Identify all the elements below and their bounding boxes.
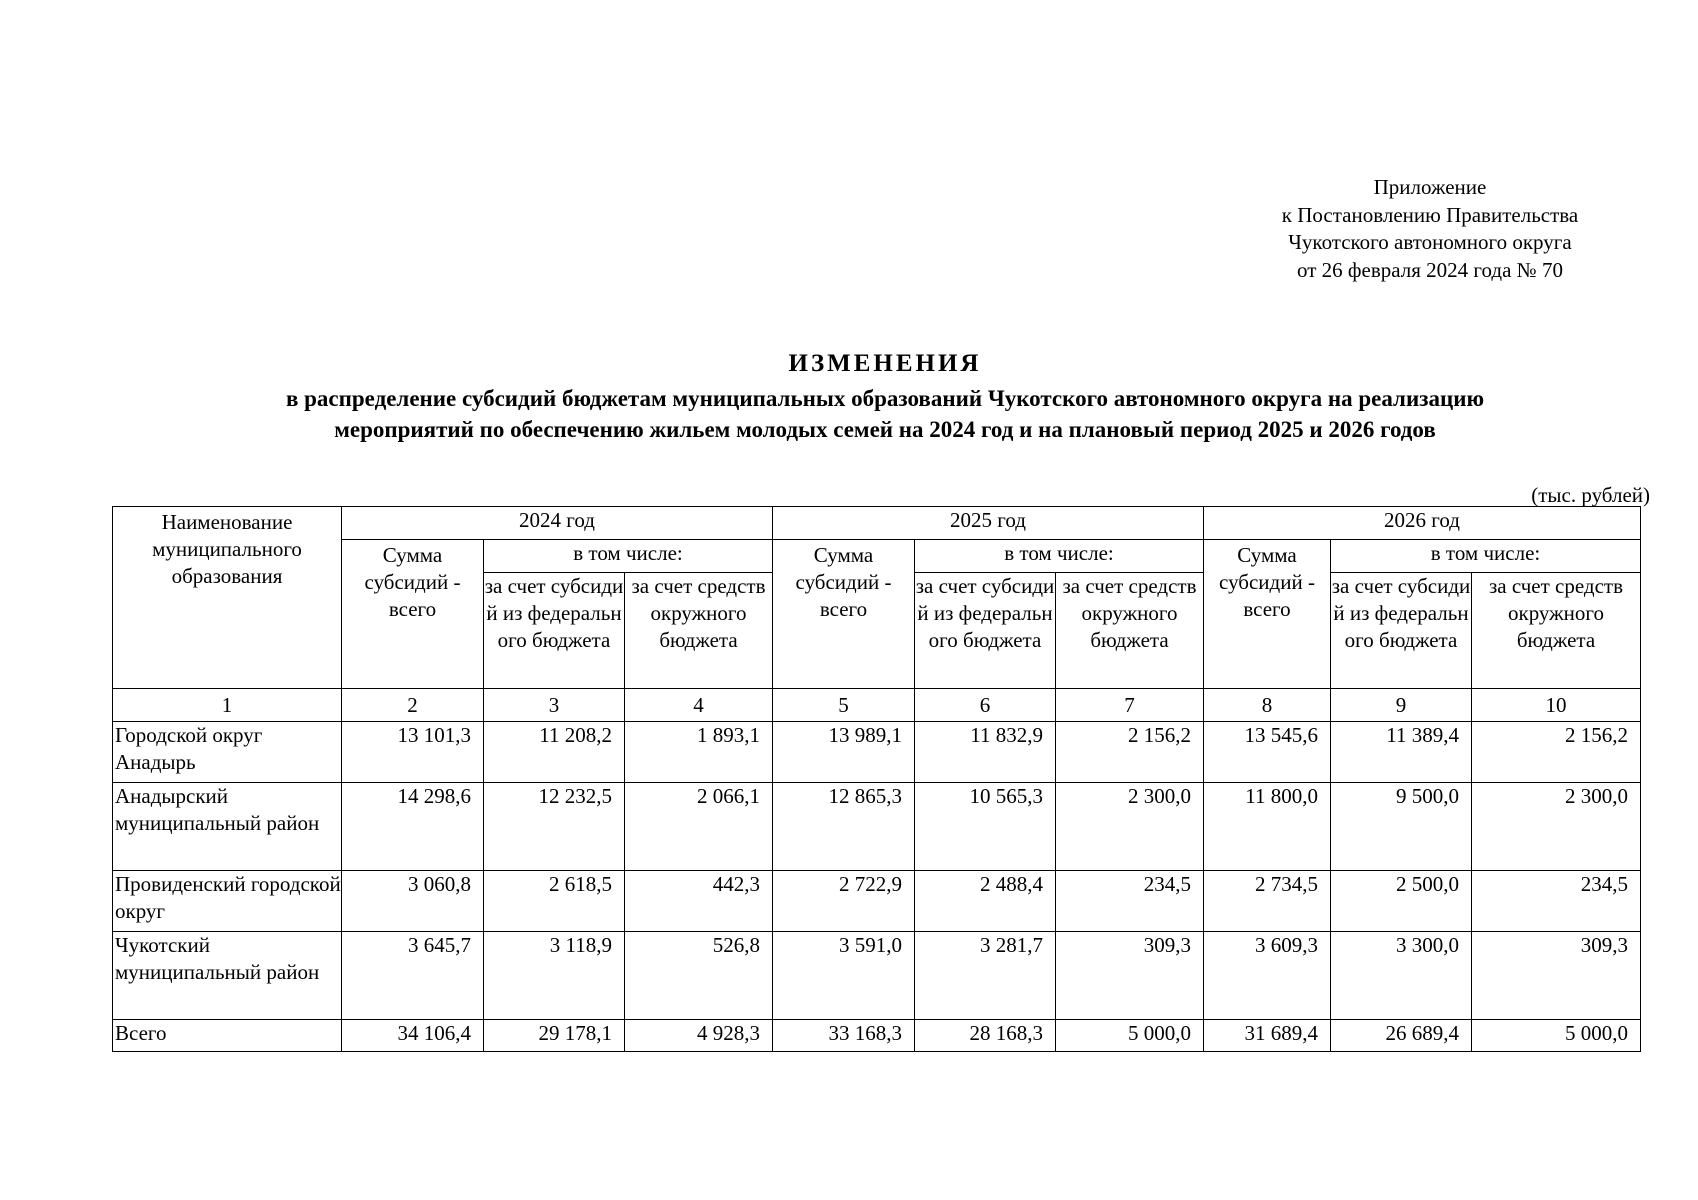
cell-value: 4 928,3 <box>625 1020 773 1052</box>
appendix-line: Приложение <box>1373 175 1487 199</box>
subsidy-table <box>112 506 1641 1052</box>
cell-value: 1 893,1 <box>625 722 773 783</box>
cell-value: 14 298,6 <box>342 783 484 871</box>
cell-value: 13 989,1 <box>773 722 915 783</box>
cell-value: 12 232,5 <box>484 783 625 871</box>
cell-value: 5 000,0 <box>1472 1020 1641 1052</box>
cell-value: 13 101,3 <box>342 722 484 783</box>
document-subtitle <box>120 383 1650 445</box>
appendix-line: к Постановлению Правительства <box>1281 202 1579 227</box>
cell-value: 2 618,5 <box>484 871 625 932</box>
table-row <box>113 722 1641 783</box>
cell-value: 2 722,9 <box>773 871 915 932</box>
appendix-block <box>1260 174 1600 284</box>
row-name: Городской округ Анадырь <box>113 722 342 783</box>
cell-value: 11 208,2 <box>484 722 625 783</box>
cell-value: 2 300,0 <box>1056 783 1204 871</box>
column-number: 3 <box>484 689 625 722</box>
header-incl: в том числе: <box>1331 540 1641 573</box>
header-incl: в том числе: <box>915 540 1204 573</box>
table-row <box>113 932 1641 1020</box>
cell-value: 29 178,1 <box>484 1020 625 1052</box>
row-name: Чукотский муниципальный район <box>113 932 342 1020</box>
cell-value: 12 865,3 <box>773 783 915 871</box>
column-number: 1 <box>113 689 342 722</box>
cell-value: 2 066,1 <box>625 783 773 871</box>
cell-value: 11 389,4 <box>1331 722 1472 783</box>
header-total: Сумма субсидий - всего <box>773 540 915 689</box>
row-name: Всего <box>113 1020 342 1052</box>
table-row <box>113 871 1641 932</box>
cell-value: 526,8 <box>625 932 773 1020</box>
cell-value: 234,5 <box>1056 871 1204 932</box>
cell-value: 2 488,4 <box>915 871 1056 932</box>
header-incl: в том числе: <box>484 540 773 573</box>
column-number: 9 <box>1331 689 1472 722</box>
cell-value: 26 689,4 <box>1331 1020 1472 1052</box>
cell-value: 3 645,7 <box>342 932 484 1020</box>
document-title: ИЗМЕНЕНИЯ <box>788 350 982 377</box>
column-number: 7 <box>1056 689 1204 722</box>
table-row-total <box>113 1020 1641 1052</box>
cell-value: 309,3 <box>1472 932 1641 1020</box>
header-regional: за счет средств окружного бюджета <box>625 573 773 689</box>
subtitle-line: в распределение субсидий бюджетам муниципальных образований Чукотского автономного округа на реализацию <box>285 386 1485 411</box>
header-federal: за счет субсидий из федерального бюджета <box>915 573 1056 689</box>
column-number: 6 <box>915 689 1056 722</box>
cell-value: 31 689,4 <box>1204 1020 1331 1052</box>
appendix-line: Чукотского автономного округа <box>1288 230 1572 254</box>
header-year-2026: 2026 год <box>1204 507 1641 540</box>
cell-value: 11 800,0 <box>1204 783 1331 871</box>
cell-value: 5 000,0 <box>1056 1020 1204 1052</box>
cell-value: 234,5 <box>1472 871 1641 932</box>
cell-value: 3 591,0 <box>773 932 915 1020</box>
cell-value: 2 734,5 <box>1204 871 1331 932</box>
column-number: 5 <box>773 689 915 722</box>
header-regional: за счет средств окружного бюджета <box>1472 573 1641 689</box>
header-name: Наименование муниципального образования <box>113 507 342 689</box>
cell-value: 10 565,3 <box>915 783 1056 871</box>
header-year-2024: 2024 год <box>342 507 773 540</box>
cell-value: 13 545,6 <box>1204 722 1331 783</box>
cell-value: 3 060,8 <box>342 871 484 932</box>
subtitle-line: мероприятий по обеспечению жильем молодых семей на 2024 год и на плановый период 2025 и 2026 годов <box>334 417 1436 442</box>
cell-value: 309,3 <box>1056 932 1204 1020</box>
header-federal: за счет субсидий из федерального бюджета <box>1331 573 1472 689</box>
cell-value: 3 609,3 <box>1204 932 1331 1020</box>
row-name: Анадырский муниципальный район <box>113 783 342 871</box>
column-number: 2 <box>342 689 484 722</box>
cell-value: 28 168,3 <box>915 1020 1056 1052</box>
cell-value: 2 300,0 <box>1472 783 1641 871</box>
cell-value: 3 300,0 <box>1331 932 1472 1020</box>
cell-value: 9 500,0 <box>1331 783 1472 871</box>
header-total: Сумма субсидий - всего <box>1204 540 1331 689</box>
cell-value: 33 168,3 <box>773 1020 915 1052</box>
cell-value: 3 118,9 <box>484 932 625 1020</box>
cell-value: 34 106,4 <box>342 1020 484 1052</box>
column-number: 4 <box>625 689 773 722</box>
cell-value: 2 156,2 <box>1472 722 1641 783</box>
column-number: 10 <box>1472 689 1641 722</box>
cell-value: 3 281,7 <box>915 932 1056 1020</box>
units-label: (тыс. рублей) <box>1531 483 1650 507</box>
cell-value: 2 500,0 <box>1331 871 1472 932</box>
header-year-2025: 2025 год <box>773 507 1204 540</box>
column-number: 8 <box>1204 689 1331 722</box>
cell-value: 442,3 <box>625 871 773 932</box>
appendix-line: от 26 февраля 2024 года № 70 <box>1297 257 1563 282</box>
table-row <box>113 783 1641 871</box>
header-total: Сумма субсидий - всего <box>342 540 484 689</box>
header-federal: за счет субсидий из федерального бюджета <box>484 573 625 689</box>
header-regional: за счет средств окружного бюджета <box>1056 573 1204 689</box>
cell-value: 2 156,2 <box>1056 722 1204 783</box>
cell-value: 11 832,9 <box>915 722 1056 783</box>
row-name: Провиденский городской округ <box>113 871 342 932</box>
